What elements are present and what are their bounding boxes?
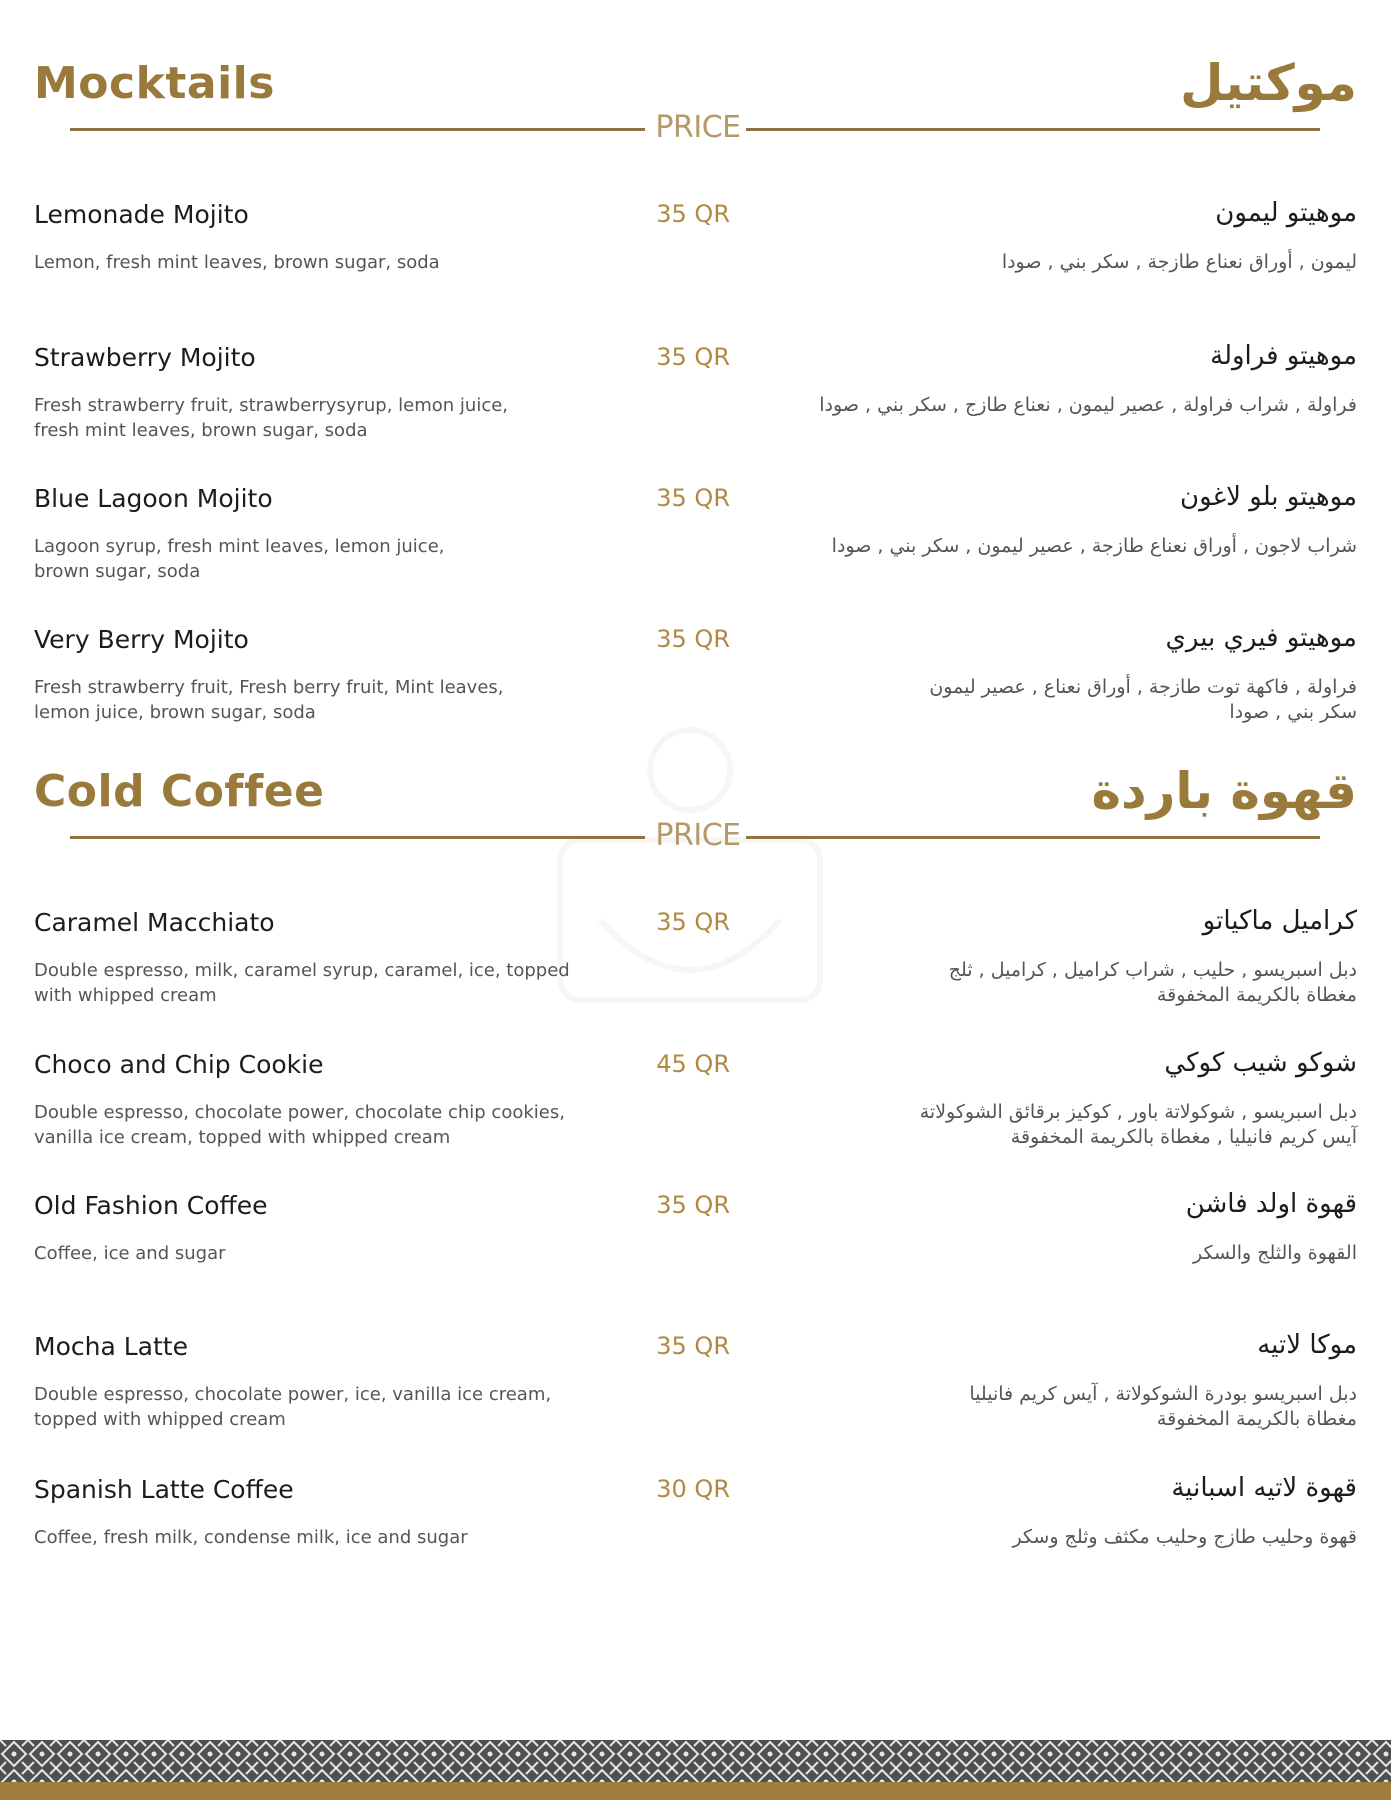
divider-right <box>746 128 1320 131</box>
item-description: Double espresso, milk, caramel syrup, caramel, ice, topped with whipped cream <box>34 960 570 1006</box>
item-name: Blue Lagoon Mojito <box>34 484 273 513</box>
menu-item <box>0 1191 1391 1311</box>
divider-right <box>746 836 1320 839</box>
section-title-ar: موكتيل <box>1180 54 1357 112</box>
item-name-ar: قهوة لاتيه اسبانية <box>1171 1473 1357 1503</box>
item-description-ar: القهوة والثلج والسكر <box>1193 1242 1357 1264</box>
item-price: 35 QR <box>656 1191 730 1219</box>
section-title-en: Cold Coffee <box>34 766 325 817</box>
item-name-ar: كراميل ماكياتو <box>1202 906 1357 936</box>
item-description-ar: دبل اسبريسو بودرة الشوكولاتة , آيس كريم فانيليا مغطاة بالكريمة المخفوقة <box>969 1383 1357 1430</box>
section-title-en: Mocktails <box>34 58 275 109</box>
price-header: PRICE <box>655 110 741 145</box>
item-price: 30 QR <box>656 1475 730 1503</box>
item-description: Lemon, fresh mint leaves, brown sugar, soda <box>34 252 440 273</box>
item-description: Double espresso, chocolate power, chocolate chip cookies, vanilla ice cream, topped with whipped cream <box>34 1102 565 1148</box>
item-price: 45 QR <box>656 1050 730 1078</box>
item-description: Fresh strawberry fruit, strawberrysyrup, lemon juice, fresh mint leaves, brown sugar, soda <box>34 395 509 441</box>
menu-item <box>0 200 1391 320</box>
item-price: 35 QR <box>656 343 730 371</box>
item-description: Fresh strawberry fruit, Fresh berry fruit, Mint leaves, lemon juice, brown sugar, soda <box>34 677 504 723</box>
item-price: 35 QR <box>656 908 730 936</box>
item-name: Mocha Latte <box>34 1332 188 1361</box>
item-name: Spanish Latte Coffee <box>34 1475 294 1504</box>
menu-item <box>0 1050 1391 1170</box>
item-price: 35 QR <box>656 484 730 512</box>
item-price: 35 QR <box>656 1332 730 1360</box>
item-name: Lemonade Mojito <box>34 200 249 229</box>
item-price: 35 QR <box>656 200 730 228</box>
item-description-ar: فراولة , فاكهة توت طازجة , أوراق نعناع , عصير ليمون سكر بني , صودا <box>929 676 1357 723</box>
menu-item <box>0 343 1391 463</box>
item-name: Old Fashion Coffee <box>34 1191 268 1220</box>
item-description-ar: قهوة وحليب طازج وحليب مكثف وثلج وسكر <box>1012 1526 1357 1548</box>
divider-left <box>70 836 645 839</box>
item-name-ar: موكا لاتيه <box>1257 1330 1357 1360</box>
footer-pattern-band <box>0 1740 1391 1800</box>
item-description: Double espresso, chocolate power, ice, vanilla ice cream, topped with whipped cream <box>34 1384 552 1430</box>
price-header-row <box>70 108 1320 148</box>
item-description-ar: فراولة , شراب فراولة , عصير ليمون , نعناع طازج , سكر بني , صودا <box>819 394 1357 416</box>
menu-item <box>0 1475 1391 1595</box>
item-name: Very Berry Mojito <box>34 625 249 654</box>
item-price: 35 QR <box>656 625 730 653</box>
section-title-ar: قهوة باردة <box>1091 762 1357 820</box>
item-description: Coffee, fresh milk, condense milk, ice and sugar <box>34 1527 468 1548</box>
item-description-ar: ليمون , أوراق نعناع طازجة , سكر بني , صودا <box>1001 251 1357 273</box>
item-name-ar: قهوة اولد فاشن <box>1185 1189 1357 1219</box>
menu-item <box>0 625 1391 745</box>
item-description: Lagoon syrup, fresh mint leaves, lemon juice, brown sugar, soda <box>34 536 445 582</box>
menu-item <box>0 908 1391 1028</box>
item-name-ar: موهيتو ليمون <box>1215 198 1357 228</box>
price-header-row <box>70 816 1320 856</box>
item-name: Choco and Chip Cookie <box>34 1050 324 1079</box>
item-name: Strawberry Mojito <box>34 343 256 372</box>
menu-item <box>0 1332 1391 1452</box>
item-name-ar: موهيتو فيري بيري <box>1165 623 1357 653</box>
item-description-ar: دبل اسبريسو , حليب , شراب كراميل , كراميل , ثلج مغطاة بالكريمة المخفوقة <box>948 959 1357 1006</box>
item-name-ar: موهيتو بلو لاغون <box>1180 482 1357 512</box>
item-name-ar: شوكو شيب كوكي <box>1164 1048 1357 1078</box>
item-name-ar: موهيتو فراولة <box>1210 341 1357 371</box>
item-name: Caramel Macchiato <box>34 908 275 937</box>
price-header: PRICE <box>655 818 741 853</box>
menu-item <box>0 484 1391 604</box>
divider-left <box>70 128 645 131</box>
item-description-ar: دبل اسبريسو , شوكولاتة باور , كوكيز برقائق الشوكولاتة آيس كريم فانيليا , مغطاة بالكريمة المخفوقة <box>919 1101 1357 1148</box>
item-description: Coffee, ice and sugar <box>34 1243 226 1264</box>
item-description-ar: شراب لاجون , أوراق نعناع طازجة , عصير ليمون , سكر بني , صودا <box>831 535 1357 557</box>
